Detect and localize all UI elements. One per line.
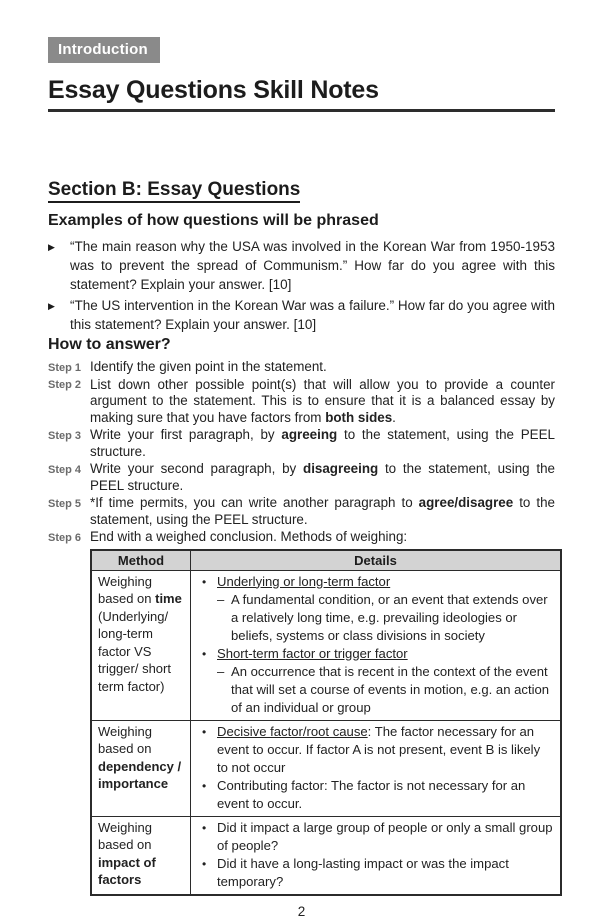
text-segment: to the statement, using the PEEL structure. (90, 461, 555, 493)
text-segment: (Underlying/ long-term factor VS trigger/ short term factor) (98, 608, 171, 694)
text-segment: Contributing factor: The factor is not necessary for an event to occur. (217, 777, 526, 811)
text-segment: time (155, 591, 182, 606)
detail-marker-icon: • (202, 646, 207, 661)
detail-text (217, 777, 554, 813)
detail-marker-icon: • (202, 574, 207, 589)
step-row (48, 529, 555, 546)
table-header-details: Details (191, 550, 562, 571)
detail-marker-icon: – (217, 663, 225, 679)
detail-marker-icon: – (217, 591, 225, 607)
table-header-method: Method (91, 550, 191, 571)
detail-text (217, 573, 554, 591)
method-cell (91, 816, 191, 895)
text-segment: to the statement, using the PEEL structure. (90, 427, 555, 459)
page-title: Essay Questions Skill Notes (48, 77, 555, 112)
table-body (91, 570, 561, 895)
text-segment: Did it have a long-lasting impact or was the impact temporary? (217, 855, 509, 889)
text-segment: Write your second paragraph, by (90, 461, 304, 476)
detail-item (193, 819, 554, 855)
detail-text (217, 855, 554, 891)
details-list (193, 573, 554, 717)
step-label: Step 4 (48, 463, 82, 476)
table-head (91, 550, 561, 571)
example-question-item (48, 237, 555, 294)
step-text (90, 359, 555, 376)
text-segment: List down other possible point(s) that will allow you to provide a counter argument to the statement. This is to ensure that it is a balanced essay by making sure that you have factors from (90, 376, 555, 425)
examples-heading: Examples of how questions will be phrased (48, 212, 379, 229)
text-segment: Weighing based on (98, 819, 152, 852)
text-segment: Identify the given point in the statement. (90, 359, 327, 374)
how-to-answer-heading: How to answer? (48, 336, 171, 353)
step-text (90, 529, 555, 546)
text-segment: disagreeing (303, 461, 379, 476)
section-heading (48, 180, 555, 203)
details-cell (191, 720, 562, 816)
details-list (193, 723, 554, 813)
detail-marker-icon: • (202, 778, 207, 793)
text-segment: dependency / importance (98, 758, 182, 791)
text-segment: both sides (325, 409, 393, 425)
example-question-text: “The US intervention in the Korean War was a failure.” How far do you agree with this statement? Explain your answer. [10] (70, 298, 555, 332)
detail-marker-icon: • (202, 820, 207, 835)
step-row (48, 461, 555, 494)
text-segment: : The factor necessary for an event to occur. If factor A is not present, event B is likely to not occur (217, 723, 541, 775)
text-segment: agreeing (281, 427, 338, 442)
bullet-arrow-icon: ▶ (48, 300, 55, 311)
step-row (48, 427, 555, 460)
example-question-item (48, 296, 555, 334)
method-cell (91, 720, 191, 816)
detail-item (193, 663, 554, 717)
details-list (193, 819, 554, 891)
detail-text (231, 591, 554, 645)
details-cell (191, 816, 562, 895)
text-segment: . (392, 409, 396, 425)
step-text (90, 377, 555, 427)
step-label: Step 6 (48, 531, 82, 544)
table-row (91, 570, 561, 720)
detail-text (231, 663, 554, 717)
table-row (91, 720, 561, 816)
detail-item (193, 777, 554, 813)
text-segment: An occurrence that is recent in the context of the event that will set a course of events in motion, e.g. an action of an individual or group (231, 663, 550, 715)
detail-item (193, 723, 554, 777)
detail-item (193, 573, 554, 591)
text-segment: Decisive factor/root cause (217, 723, 368, 739)
step-text (90, 461, 555, 494)
table-row (91, 816, 561, 895)
bullet-arrow-icon: ▶ (48, 241, 55, 252)
detail-text (217, 645, 554, 663)
step-row (48, 377, 555, 427)
detail-text (217, 723, 554, 777)
step-label: Step 5 (48, 497, 82, 510)
chapter-tag-banner: Introduction (48, 37, 160, 63)
detail-item (193, 855, 554, 891)
section-heading-text: Section B: Essay Questions (48, 180, 300, 203)
detail-item (193, 591, 554, 645)
text-segment: to the statement, using the PEEL structure. (90, 495, 555, 527)
page-number: 2 (297, 903, 306, 919)
detail-marker-icon: • (202, 856, 207, 871)
text-segment: impact of factors (98, 854, 156, 887)
method-cell (91, 570, 191, 720)
details-cell (191, 570, 562, 720)
example-questions-list (48, 237, 555, 334)
text-segment: A fundamental condition, or an event that extends over a relatively long time, e.g. prevailing ideologies or beliefs, systems or class divisions in society (231, 591, 548, 643)
detail-text (217, 819, 554, 855)
step-text (90, 427, 555, 460)
text-segment: End with a weighed conclusion. Methods of weighing: (90, 529, 408, 544)
text-segment: Underlying or long-term factor (217, 573, 391, 589)
step-label: Step 2 (48, 379, 82, 391)
step-label: Step 3 (48, 429, 82, 442)
weighing-methods-table (90, 549, 562, 896)
text-segment: Did it impact a large group of people or only a small group of people? (217, 819, 553, 853)
text-segment: agree/disagree (418, 495, 514, 510)
step-row (48, 359, 555, 376)
steps-list (48, 359, 555, 546)
text-segment: Weighing based on (98, 573, 156, 606)
detail-item (193, 645, 554, 663)
text-segment: *If time permits, you can write another paragraph to (90, 495, 419, 510)
step-label: Step 1 (48, 361, 82, 374)
detail-marker-icon: • (202, 724, 207, 739)
table-header-row (91, 550, 561, 571)
text-segment: Weighing based on (98, 723, 152, 756)
step-text (90, 495, 555, 528)
step-row (48, 495, 555, 528)
example-question-text: “The main reason why the USA was involved in the Korean War from 1950-1953 was to prevent the spread of Communism.” How far do you agree with this statement? Explain your answer. [10] (70, 239, 555, 292)
text-segment: Write your first paragraph, by (90, 427, 282, 442)
text-segment: Short-term factor or trigger factor (217, 645, 408, 661)
